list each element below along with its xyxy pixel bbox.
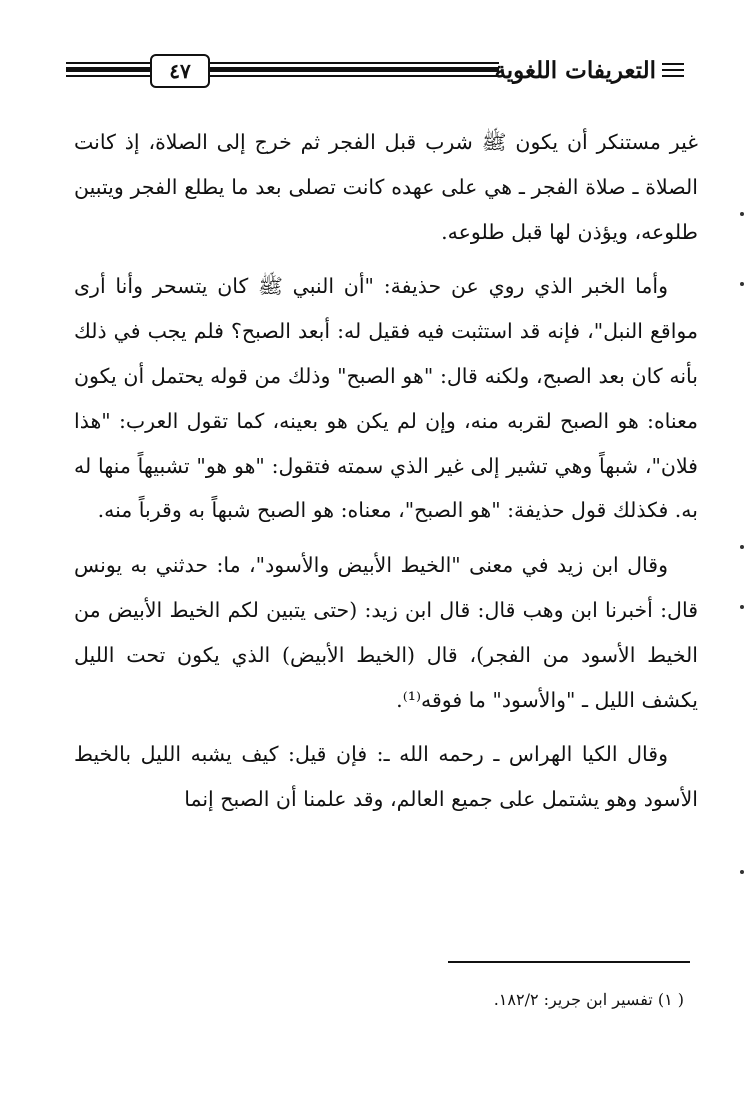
margin-mark: [740, 282, 744, 286]
header-rule-right: [662, 75, 684, 77]
header-rule-right: [662, 69, 684, 71]
paragraph: وقال ابن زيد في معنى "الخيط الأبيض والأسود"، ما: حدثني به يونس قال: أخبرنا ابن وهب قال: قال ابن زيد: (حتى يتبين لكم الخيط الأبيض من الخيط الأسود من الفجر)، قال (الخيط الأبيض) الذي يكون تحت الليل يكشف الليل ـ "والأسود" ما فوقه⁽¹⁾.: [74, 553, 698, 712]
header-rule-middle: [209, 62, 499, 64]
footnote: ( ١) تفسير ابن جرير: ١٨٢/٢.: [493, 990, 684, 1009]
paragraph: وقال الكيا الهراس ـ رحمه الله ـ: فإن قيل: كيف يشبه الليل بالخيط الأسود وهو يشتمل على جميع العالم، وقد علمنا أن الصبح إنما: [74, 742, 698, 812]
margin-mark: [740, 870, 744, 874]
header-rule-left: [66, 62, 150, 64]
header-rule-right: [662, 63, 684, 65]
footnote-separator: [448, 961, 690, 963]
header-rule-middle-thick: [209, 67, 499, 72]
paragraph: غير مستنكر أن يكون ﷺ شرب قبل الفجر ثم خرج إلى الصلاة، إذ كانت الصلاة ـ صلاة الفجر ـ هي على عهده كانت تصلى بعد ما يطلع الفجر ويتبين طلوعه، ويؤذن لها قبل طلوعه.: [74, 130, 698, 244]
main-text: [74, 120, 698, 822]
margin-mark: [740, 605, 744, 609]
header-rule-middle: [209, 75, 499, 77]
header-rule-left-thick: [66, 67, 150, 72]
header-rule-left: [66, 75, 150, 77]
margin-mark: [740, 212, 744, 216]
paragraph: وأما الخبر الذي روي عن حذيفة: "أن النبي ﷺ كان يتسحر وأنا أرى مواقع النبل"، فإنه قد استثبت فيه فقيل له: أبعد الصبح؟ فلم يجب في ذلك بأنه كان بعد الصبح، ولكنه قال: "هو الصبح" وذلك من قوله يحتمل أن يكون معناه: هو الصبح لقربه منه، وإن لم يكن هو بعينه، كما تقول العرب: "هذا فلان"، شبهاً وهي تشير إلى غير الذي سمته فتقول: "هو هو" تشبيهاً منها له به. فكذلك قول حذيفة: "هو الصبح"، معناه: هو الصبح شبهاً به وقرباً منه.: [74, 274, 698, 523]
margin-mark: [740, 545, 744, 549]
running-title: التعريفات اللغوية: [494, 56, 656, 84]
page-header: [66, 52, 684, 92]
page-number: ٤٧: [150, 54, 210, 88]
